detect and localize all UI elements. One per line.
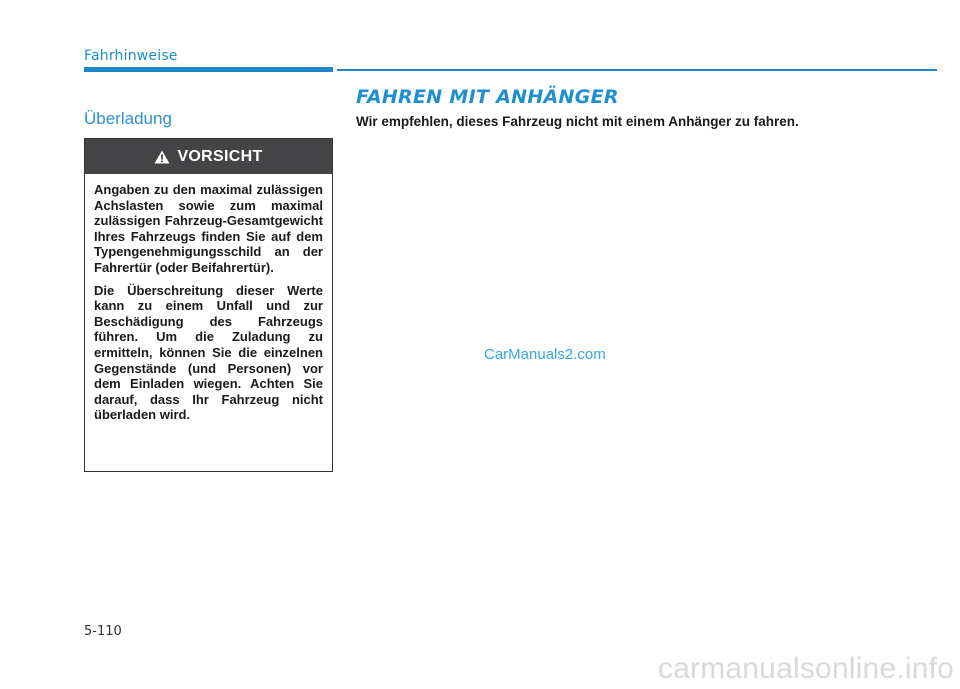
footer-watermark: carmanualsonline.info <box>657 652 954 685</box>
watermark-link[interactable]: CarManuals2.com <box>484 346 606 363</box>
caution-paragraph-2: Die Überschreitung dieser Werte kann zu einem Unfall und zur Beschädigung des Fahrzeugs führen. Um die Zuladung zu ermitteln, können Sie die einzelnen Gegenstände (und Personen) vor dem Einladen wiegen. Achten Sie darauf, dass Ihr Fahrzeug nicht überladen wird. <box>94 282 323 423</box>
page-number: 5-110 <box>84 624 122 639</box>
warning-triangle-icon <box>154 150 170 164</box>
header-rule-thin <box>337 69 937 71</box>
caution-paragraph-1: Angaben zu den maximal zulässigen Achslasten sowie zum maximal zulässigen Fahrzeug-Gesamtgewicht Ihres Fahrzeugs finden Sie auf dem Typengenehmigungsschild an der Fahrertür (oder Beifahrertür). <box>94 182 323 275</box>
caution-title: VORSICHT <box>177 147 263 165</box>
caution-body <box>85 174 332 423</box>
subheading-overloading: Überladung <box>84 109 172 128</box>
caution-header <box>85 139 332 174</box>
main-heading: FAHREN MIT ANHÄNGER <box>356 86 619 108</box>
caution-box <box>84 138 333 472</box>
section-label: Fahrhinweise <box>84 48 178 64</box>
header-rule-thick <box>84 67 333 72</box>
intro-text: Wir empfehlen, dieses Fahrzeug nicht mit einem Anhänger zu fahren. <box>356 114 799 129</box>
